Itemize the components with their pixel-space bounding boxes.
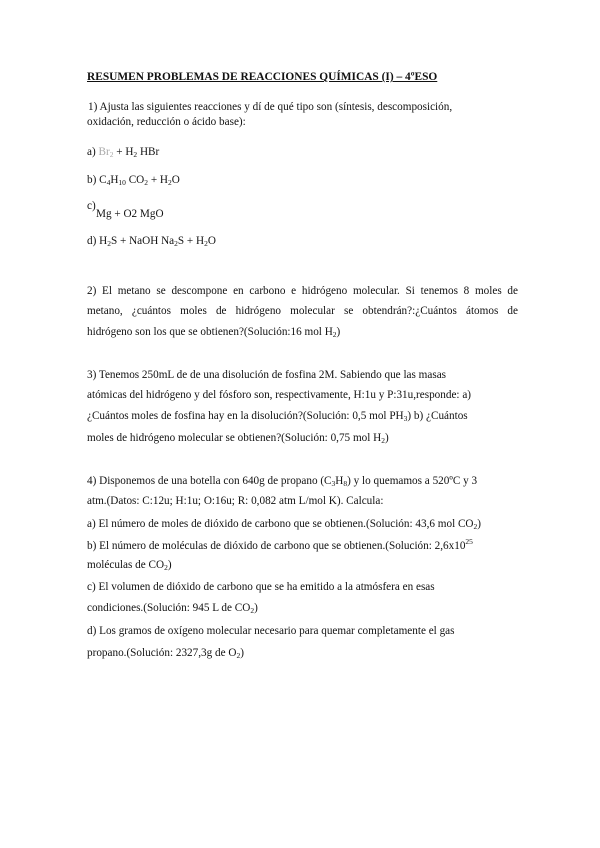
q4-item-d-cont: propano.(Solución: 2327,3g de $O_2$) (87, 647, 244, 660)
q4-item-c: c) El volumen de dióxido de carbono que se ha emitido a la atmósfera en esas (87, 581, 435, 593)
q1-line-1: 1) Ajusta las siguientes reacciones y dí de qué tipo son (síntesis, descomposición, (88, 101, 453, 113)
q4-item-d: d) Los gramos de oxígeno molecular necesario para quemar completamente el gas (87, 625, 455, 637)
q4-item-a: a) El número de moles de dióxido de carbono que se obtienen.(Solución: 43,6 mol $CO_2$) (87, 518, 481, 531)
page-title: RESUMEN PROBLEMAS DE REACCIONES QUÍMICAS (I) – 4ºESO (87, 71, 438, 83)
q3-line-1: 3) Tenemos 250mL de de una disolución de fosfina 2M. Sabiendo que las masas (87, 369, 447, 381)
reaction-d: d) $H_2S$ + NaOH $Na_2S + H_2O$ (87, 235, 216, 248)
q1-line-2: oxidación, reducción o ácido base): (87, 116, 246, 128)
q2-line-3: hidrógeno son los que se obtienen?(Solución:16 mol $H_2$) (87, 326, 341, 339)
bromine-faded: $Br_2$ (98, 146, 114, 159)
q4-item-b-cont: moléculas de $CO_2$) (87, 559, 172, 572)
reaction-b: b) $C_4H_{10}$ $CO_2 + H_2O$ (87, 174, 180, 187)
reaction-c: Mg + O2 MgO (96, 208, 164, 220)
q3-line-4: moles de hidrógeno molecular se obtienen?(Solución: 0,75 mol $H_2$) (87, 432, 389, 445)
q3-line-2: atómicas del hidrógeno y del fósforo son, respectivamente, H:1u y P:31u,responde: a) (87, 389, 472, 401)
q2-line-1: 2) El metano se descompone en carbono e hidrógeno molecular. Si tenemos 8 moles de (87, 285, 518, 297)
reaction-c-label: c) (87, 200, 96, 212)
reaction-a: a) $Br_2 + H_2$ HBr (87, 146, 160, 159)
q3-line-3: ¿Cuántos moles de fosfina hay en la disolución?(Solución: 0,5 mol $PH_3$) b) ¿Cuántos (87, 410, 468, 423)
q4-line-1: 4) Disponemos de una botella con 640g de propano $(C_3H_8)$ y lo quemamos a 520ºC y 3 (87, 475, 478, 488)
q4-line-2: atm.(Datos: C:12u; H:1u; O:16u; R: 0,082 atm L/mol K). Calcula: (87, 495, 384, 507)
q4-item-b: b) El número de moléculas de dióxido de carbono que se obtienen.(Solución: $2,6x10^{25}$ (87, 537, 473, 552)
q2-line-2: metano, ¿cuántos moles de hidrógeno molecular se obtendrán?:¿Cuántos átomos de (87, 305, 518, 317)
q4-item-c-cont: condiciones.(Solución: 945 L de $CO_2$) (87, 602, 258, 615)
